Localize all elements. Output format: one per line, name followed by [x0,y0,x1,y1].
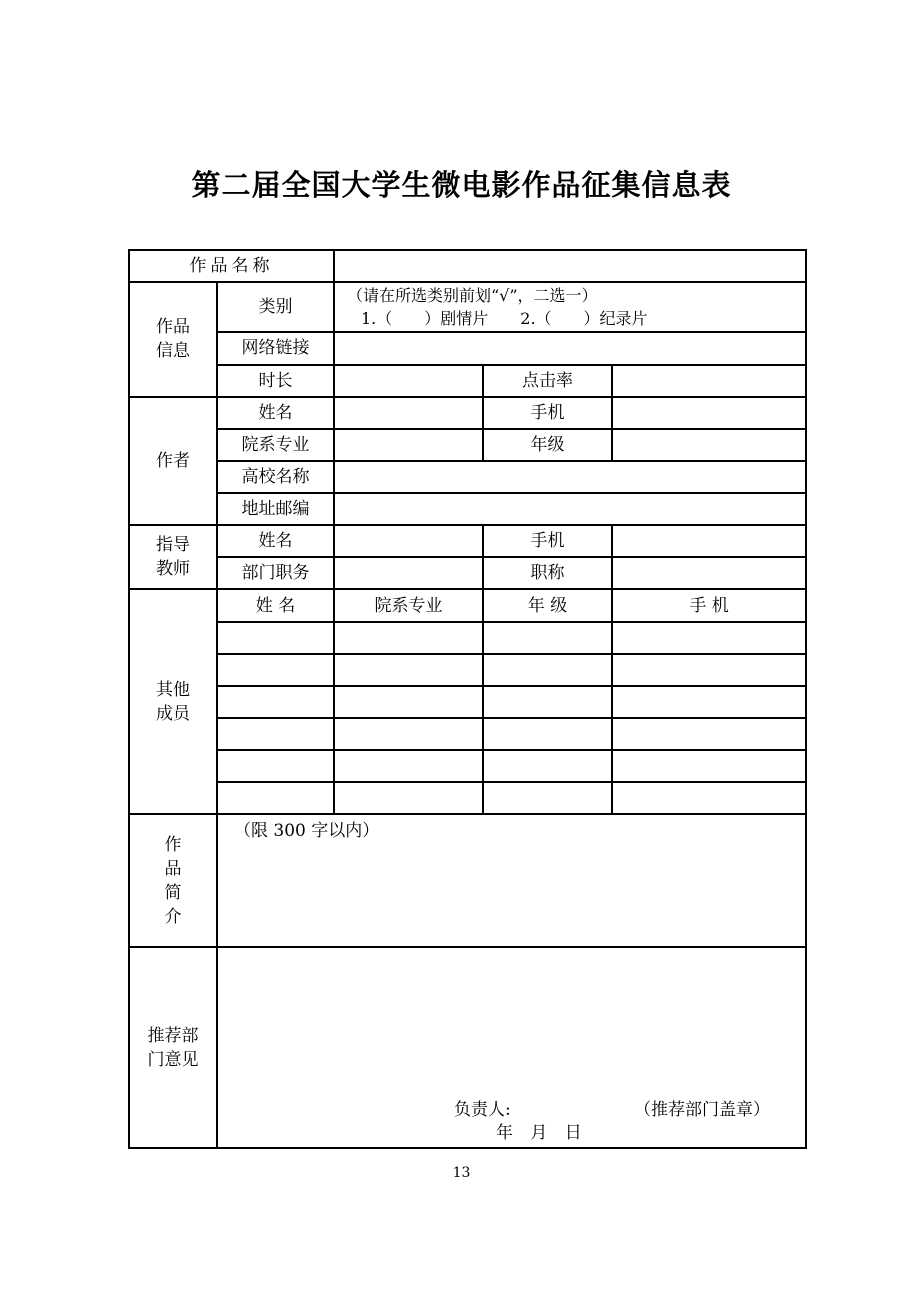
member-grade-cell[interactable] [483,654,612,686]
author-dept-label: 院系专业 [217,429,334,461]
category-note: （请在所选类别前划“√”，二选一） [347,286,598,306]
work-info-group-label: 作品 信息 [129,282,217,397]
teacher-position-field[interactable] [334,557,483,589]
link-label: 网络链接 [217,332,334,364]
address-label: 地址邮编 [217,493,334,525]
author-grade-label: 年级 [483,429,612,461]
intro-group-label: 作 品 简 介 [129,814,217,947]
members-header-grade: 年 级 [483,589,612,621]
author-phone-label: 手机 [483,397,612,429]
responsible-label: 负责人: [454,1100,511,1120]
member-dept-cell[interactable] [334,686,483,718]
member-dept-cell[interactable] [334,750,483,782]
member-row [129,686,806,718]
teacher-name-field[interactable] [334,525,483,557]
teacher-position-label: 部门职务 [217,557,334,589]
author-group-label: 作者 [129,397,217,526]
teacher-name-label: 姓名 [217,525,334,557]
link-field[interactable] [334,332,806,364]
school-label: 高校名称 [217,461,334,493]
member-name-cell[interactable] [217,718,334,750]
member-name-cell[interactable] [217,750,334,782]
duration-field[interactable] [334,365,483,397]
member-name-cell[interactable] [217,782,334,814]
member-phone-cell[interactable] [612,718,806,750]
member-row [129,654,806,686]
author-name-label: 姓名 [217,397,334,429]
teacher-title-label: 职称 [483,557,612,589]
work-name-label: 作品名称 [129,250,334,282]
member-phone-cell[interactable] [612,782,806,814]
member-grade-cell[interactable] [483,686,612,718]
page-title: 第二届全国大学生微电影作品征集信息表 [191,168,732,202]
member-grade-cell[interactable] [483,782,612,814]
address-field[interactable] [334,493,806,525]
members-header-phone: 手 机 [612,589,806,621]
author-dept-field[interactable] [334,429,483,461]
member-row [129,622,806,654]
members-header-name: 姓 名 [217,589,334,621]
recommend-group-label: 推荐部 门意见 [129,947,217,1148]
author-name-field[interactable] [334,397,483,429]
member-phone-cell[interactable] [612,622,806,654]
member-dept-cell[interactable] [334,782,483,814]
member-dept-cell[interactable] [334,622,483,654]
member-row [129,750,806,782]
member-grade-cell[interactable] [483,718,612,750]
member-name-cell[interactable] [217,686,334,718]
member-phone-cell[interactable] [612,686,806,718]
work-name-field[interactable] [334,250,806,282]
category-label: 类别 [217,282,334,332]
duration-label: 时长 [217,365,334,397]
school-field[interactable] [334,461,806,493]
recommend-field[interactable] [217,947,806,1148]
teacher-group-label: 指导 教师 [129,525,217,589]
intro-field[interactable] [217,814,806,947]
clicks-field[interactable] [612,365,806,397]
author-grade-field[interactable] [612,429,806,461]
author-phone-field[interactable] [612,397,806,429]
member-phone-cell[interactable] [612,654,806,686]
members-group-label: 其他 成员 [129,589,217,814]
stamp-label: （推荐部门盖章） [634,1100,770,1120]
member-phone-cell[interactable] [612,750,806,782]
teacher-title-field[interactable] [612,557,806,589]
member-dept-cell[interactable] [334,718,483,750]
member-grade-cell[interactable] [483,622,612,654]
date-label: 年 月 日 [496,1123,582,1143]
member-row [129,782,806,814]
teacher-phone-label: 手机 [483,525,612,557]
teacher-phone-field[interactable] [612,525,806,557]
member-dept-cell[interactable] [334,654,483,686]
category-options: 1.（ ）剧情片 2.（ ）纪录片 [361,309,648,329]
member-row [129,718,806,750]
members-header-dept: 院系专业 [334,589,483,621]
member-name-cell[interactable] [217,622,334,654]
info-form-table [128,249,807,1149]
page-number: 13 [452,1165,471,1181]
clicks-label: 点击率 [483,365,612,397]
member-grade-cell[interactable] [483,750,612,782]
intro-note: （限 300 字以内） [234,821,380,842]
category-field[interactable] [334,282,806,332]
member-name-cell[interactable] [217,654,334,686]
